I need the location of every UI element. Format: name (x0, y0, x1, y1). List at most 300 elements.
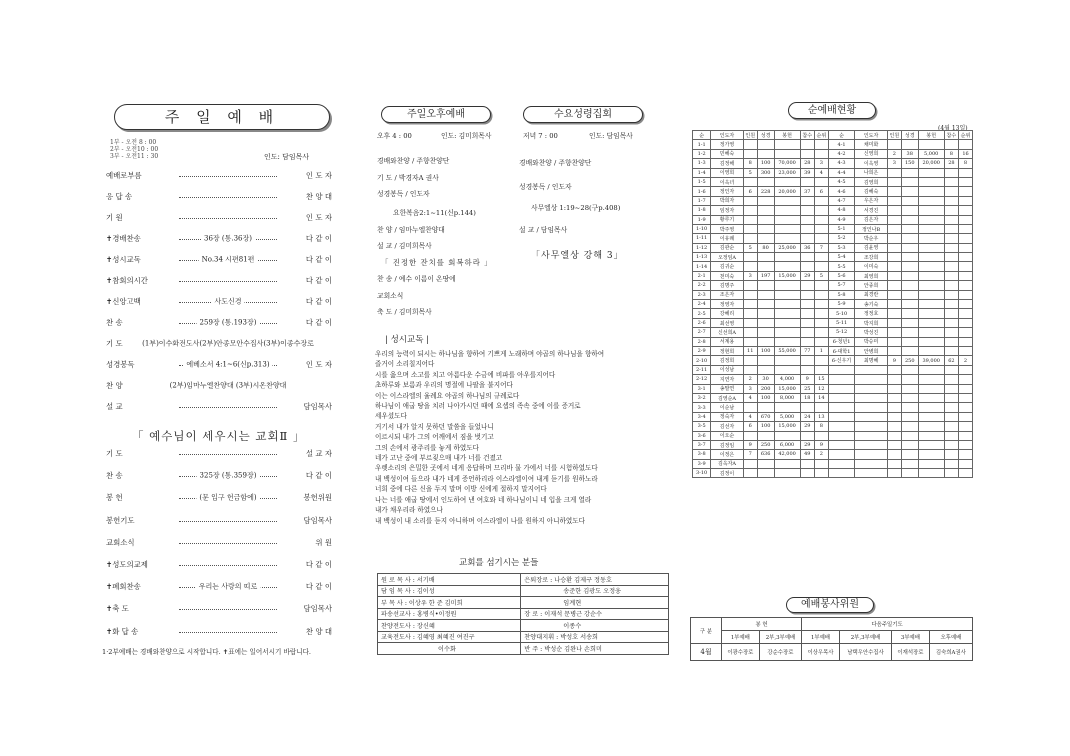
attendance-cell (887, 393, 901, 402)
staff-row (378, 643, 669, 655)
attendance-cell (901, 403, 918, 412)
afternoon-line: 기 도 / 박경자A 권사 (377, 174, 439, 182)
attendance-cell: 4 (743, 393, 757, 402)
attendance-cell (887, 281, 901, 290)
staff-cell: 은퇴장로 : 나승환 김제구 정동호 (521, 574, 669, 586)
attendance-cell: 14 (814, 393, 828, 402)
attendance-cell (959, 412, 973, 421)
attendance-cell (774, 318, 800, 327)
attendance-cell: 박성진 (855, 328, 888, 337)
attendance-row (693, 243, 973, 252)
attendance-cell: 3 (887, 159, 901, 168)
attendance-cell (828, 450, 855, 459)
attendance-cell (887, 262, 901, 271)
afternoon-line: 찬 양 / 임마누엘찬양대 (377, 226, 445, 234)
attendance-cell: 최경란 (855, 290, 888, 299)
staff-cell: 부 목 사 : 이상우 한 준 김미희 (378, 597, 521, 609)
attendance-cell (959, 431, 973, 440)
attendance-cell (887, 290, 901, 299)
leader-dots (179, 543, 277, 544)
staff-row (378, 620, 669, 632)
svc-val-6: 김숙희A권사 (929, 644, 972, 661)
attendance-cell (887, 384, 901, 393)
attendance-cell (901, 215, 918, 224)
svc-sub-5: 3부예배 (892, 631, 930, 644)
attendance-cell (959, 271, 973, 280)
reading-line: 이르시되 내가 그의 어깨에서 짐을 벗기고 (375, 433, 494, 442)
attendance-cell (918, 469, 944, 478)
attendance-cell (918, 290, 944, 299)
attendance-cell (800, 140, 814, 149)
leader-dots (179, 407, 277, 408)
attendance-cell (918, 431, 944, 440)
attendance-cell: 이순남 (711, 403, 744, 412)
attendance-cell (814, 469, 828, 478)
attendance-cell (918, 271, 944, 280)
attendance-cell (757, 469, 774, 478)
attendance-cell (901, 422, 918, 431)
attendance-cell (901, 206, 918, 215)
attendance-cell: 6,000 (774, 440, 800, 449)
attendance-cell: 8 (959, 159, 973, 168)
attendance-cell: 박지희 (855, 318, 888, 327)
attendance-cell (800, 403, 814, 412)
attendance-cell: 김윤영 (855, 243, 888, 252)
order-row (106, 317, 332, 328)
attendance-cell (944, 440, 958, 449)
order-row (106, 603, 332, 614)
attendance-cell: 20,000 (918, 159, 944, 168)
attendance-cell (944, 300, 958, 309)
attendance-cell (774, 431, 800, 440)
attendance-cell (757, 253, 774, 262)
attendance-cell (743, 206, 757, 215)
leader-dots (179, 234, 277, 243)
attendance-cell (743, 215, 757, 224)
attendance-cell (901, 309, 918, 318)
attendance-cell (959, 422, 973, 431)
attendance-cell: 신영희 (855, 149, 888, 158)
attendance-cell (887, 459, 901, 468)
attendance-cell (944, 309, 958, 318)
attendance-header-row (693, 131, 973, 140)
order-person: 다 같 이 (305, 471, 332, 481)
attendance-cell: 2-1 (693, 271, 711, 280)
attendance-header-cell: 참수 (800, 131, 814, 140)
attendance-cell: 1-4 (693, 168, 711, 177)
leader-dots (179, 609, 277, 610)
order-row (106, 492, 332, 503)
attendance-cell: 이정은 (711, 450, 744, 459)
attendance-cell (887, 337, 901, 346)
attendance-cell (944, 262, 958, 271)
attendance-cell: 2-11 (693, 365, 711, 374)
attendance-cell (828, 431, 855, 440)
attendance-cell (901, 346, 918, 355)
attendance-cell: 5-4 (828, 253, 855, 262)
attendance-cell: 8,000 (774, 393, 800, 402)
svc-val-3: 이상우목사 (802, 644, 840, 661)
attendance-cell (743, 469, 757, 478)
attendance-header-cell: 봉헌 (918, 131, 944, 140)
attendance-cell: 3-4 (693, 412, 711, 421)
attendance-cell (855, 469, 888, 478)
attendance-cell (901, 469, 918, 478)
attendance-cell (959, 337, 973, 346)
attendance-cell (918, 422, 944, 431)
attendance-cell (918, 328, 944, 337)
order-detail: No.34 시편81편 (199, 255, 258, 265)
attendance-cell: 3-1 (693, 384, 711, 393)
order-label: 설 교 (106, 402, 123, 411)
attendance-cell: 조강희 (855, 253, 888, 262)
svc-val-1: 이광수장로 (722, 644, 760, 661)
attendance-cell: 29 (800, 440, 814, 449)
attendance-cell: 37 (800, 187, 814, 196)
leader-dots (179, 360, 277, 369)
attendance-cell: 박순우 (855, 234, 888, 243)
attendance-cell: 정인자 (711, 187, 744, 196)
attendance-cell: 636 (757, 450, 774, 459)
attendance-cell (774, 234, 800, 243)
attendance-cell (774, 300, 800, 309)
attendance-cell: 박주영 (711, 224, 744, 233)
order-label: ✝신앙고백 (106, 297, 141, 306)
time-1: 1부 - 오전 8 : 00 (110, 139, 157, 146)
leader-dots (179, 582, 277, 591)
attendance-cell: 나희은 (855, 168, 888, 177)
leader-dots (179, 454, 277, 455)
staff-cell: 반 주 : 박성순 김완나 손희미 (521, 643, 669, 655)
attendance-cell: 김관순 (711, 243, 744, 252)
attendance-cell: 1-12 (693, 243, 711, 252)
attendance-cell (959, 440, 973, 449)
attendance-cell (944, 140, 958, 149)
attendance-cell (918, 403, 944, 412)
attendance-cell (887, 215, 901, 224)
staff-row (378, 608, 669, 620)
attendance-cell (814, 300, 828, 309)
attendance-cell: 30 (757, 375, 774, 384)
attendance-cell: 2 (887, 149, 901, 158)
attendance-row (693, 300, 973, 309)
attendance-header-cell: 인도자 (855, 131, 888, 140)
attendance-cell: 김정이 (711, 469, 744, 478)
order-label: 성경봉독 (106, 360, 135, 369)
attendance-cell: 12 (814, 384, 828, 393)
attendance-cell: 3-6 (693, 431, 711, 440)
attendance-cell: 2-7 (693, 328, 711, 337)
attendance-cell (901, 281, 918, 290)
attendance-cell (757, 431, 774, 440)
attendance-cell (800, 328, 814, 337)
attendance-cell (814, 224, 828, 233)
order-detail: 36장 (통.36장) (201, 234, 255, 244)
order-label: 기 도 (106, 339, 123, 348)
attendance-cell (814, 140, 828, 149)
wednesday-time: 저녁 7 : 00 (523, 132, 558, 140)
attendance-cell: 4 (814, 168, 828, 177)
attendance-cell: 1-6 (693, 187, 711, 196)
attendance-cell: 5-1 (828, 224, 855, 233)
attendance-cell: 20,000 (774, 187, 800, 196)
attendance-cell (814, 290, 828, 299)
attendance-row (693, 206, 973, 215)
attendance-cell: 2-9 (693, 346, 711, 355)
attendance-cell: 서경진 (855, 206, 888, 215)
attendance-cell (918, 224, 944, 233)
attendance-cell: 최선영 (711, 318, 744, 327)
attendance-cell (944, 412, 958, 421)
svc-sub-4: 2부,3부예배 (839, 631, 891, 644)
attendance-cell: 2-12 (693, 375, 711, 384)
order-label: 봉 헌 (106, 493, 123, 503)
attendance-cell (959, 215, 973, 224)
attendance-cell: 25 (800, 384, 814, 393)
attendance-cell: 6 (814, 187, 828, 196)
order-person: 다 같 이 (305, 582, 332, 592)
staff-cell: 이수화 (378, 643, 521, 655)
attendance-cell (855, 375, 888, 384)
attendance-cell (800, 469, 814, 478)
staff-cell: 임계현 (521, 597, 669, 609)
attendance-cell (814, 206, 828, 215)
attendance-cell: 이유례 (711, 234, 744, 243)
attendance-cell (887, 412, 901, 421)
attendance-cell: 29 (800, 422, 814, 431)
order-person: 찬 양 대 (305, 626, 332, 636)
attendance-cell (918, 215, 944, 224)
attendance-cell: 이옥녀 (711, 177, 744, 186)
attendance-cell (944, 271, 958, 280)
attendance-cell (774, 290, 800, 299)
attendance-cell (918, 384, 944, 393)
staff-row (378, 585, 669, 597)
staff-cell: 교육전도사 : 김혜영 최혜진 여진구 (378, 631, 521, 643)
attendance-row (693, 187, 973, 196)
attendance-cell (959, 469, 973, 478)
attendance-cell: 4-1 (828, 140, 855, 149)
attendance-cell: 9 (800, 375, 814, 384)
service-volunteers-table (690, 617, 973, 661)
attendance-cell: 6-대학1 (828, 346, 855, 355)
attendance-cell (944, 328, 958, 337)
attendance-cell: 5 (743, 243, 757, 252)
staff-cell: 이종수 (521, 620, 669, 632)
attendance-cell (774, 140, 800, 149)
attendance-cell: 11 (743, 346, 757, 355)
attendance-cell (800, 234, 814, 243)
attendance-row (693, 469, 973, 478)
attendance-cell (800, 196, 814, 205)
order-label: 기 원 (106, 213, 123, 222)
attendance-cell (918, 187, 944, 196)
attendance-cell (828, 365, 855, 374)
attendance-cell: 23,000 (774, 168, 800, 177)
attendance-cell: 228 (757, 187, 774, 196)
leader-dots (179, 176, 277, 177)
leader-dots (179, 493, 277, 502)
attendance-cell (828, 384, 855, 393)
attendance-row (693, 271, 973, 280)
sermon-title: 「 예수님이 세우시는 교회Ⅱ 」 (132, 429, 306, 443)
attendance-cell: 36 (800, 243, 814, 252)
attendance-cell (814, 196, 828, 205)
attendance-cell (944, 168, 958, 177)
attendance-cell: 5,000 (918, 149, 944, 158)
staff-cell: 찬양대지휘 : 박성호 서송희 (521, 631, 669, 643)
attendance-row (693, 384, 973, 393)
attendance-cell: 2-6 (693, 318, 711, 327)
attendance-cell (757, 300, 774, 309)
reading-line: 네가 고난 중에 부르짖으매 내가 너를 건졌고 (375, 454, 503, 463)
attendance-cell (918, 318, 944, 327)
leader-dots (179, 255, 277, 264)
wednesday-service-title: 수요성령집회 (523, 106, 643, 123)
leader-dots (179, 318, 277, 327)
attendance-cell: 250 (757, 440, 774, 449)
attendance-cell: 38 (901, 149, 918, 158)
attendance-cell (944, 177, 958, 186)
attendance-cell (855, 440, 888, 449)
attendance-cell (887, 328, 901, 337)
attendance-cell: 13 (814, 412, 828, 421)
attendance-header-cell: 참수 (944, 131, 958, 140)
attendance-cell: 8 (743, 159, 757, 168)
attendance-cell: 18 (800, 393, 814, 402)
attendance-cell (828, 469, 855, 478)
attendance-cell (918, 393, 944, 402)
order-label: ✝폐회찬송 (106, 582, 141, 592)
attendance-header-cell: 순위 (959, 131, 973, 140)
attendance-cell: 8 (814, 422, 828, 431)
order-person: 다 같 이 (305, 318, 332, 327)
attendance-cell (887, 206, 901, 215)
attendance-cell (959, 309, 973, 318)
attendance-cell (887, 346, 901, 355)
attendance-cell (855, 450, 888, 459)
svc-sub-6: 오후예배 (929, 631, 972, 644)
attendance-row (693, 431, 973, 440)
attendance-cell: 정영자 (711, 300, 744, 309)
reading-line: 거기서 내가 알지 못하던 말씀을 들었나니 (375, 422, 494, 431)
attendance-cell (757, 177, 774, 186)
attendance-cell (959, 140, 973, 149)
attendance-cell: 4-5 (828, 177, 855, 186)
attendance-row (693, 140, 973, 149)
attendance-row (693, 215, 973, 224)
attendance-cell (944, 196, 958, 205)
attendance-cell: 오정임A (711, 253, 744, 262)
attendance-cell (901, 290, 918, 299)
attendance-cell (944, 281, 958, 290)
attendance-cell: 4-6 (828, 187, 855, 196)
attendance-cell (959, 234, 973, 243)
attendance-cell: 5-5 (828, 262, 855, 271)
attendance-cell: 2 (743, 375, 757, 384)
standing-note: 1·2부예배는 경배와찬양으로 시작합니다. ✝표에는 일어서시기 바랍니다. (102, 648, 312, 656)
staff-cell: 담 임 목 사 : 김이성 (378, 585, 521, 597)
attendance-cell: 150 (901, 159, 918, 168)
attendance-row (693, 309, 973, 318)
attendance-cell: 3 (743, 384, 757, 393)
attendance-cell: 6 (743, 422, 757, 431)
order-detail: 259장 (통.193장) (197, 318, 260, 328)
attendance-cell (743, 149, 757, 158)
time-2: 2부 - 오전10 : 00 (110, 146, 159, 153)
attendance-cell (814, 337, 828, 346)
staff-cell: 장 로 : 이재석 문병근 강순수 (521, 608, 669, 620)
attendance-cell (918, 140, 944, 149)
attendance-cell: 6-신우기 (828, 356, 855, 365)
attendance-cell: 지연자 (711, 375, 744, 384)
attendance-cell (743, 281, 757, 290)
attendance-cell: 천미숙 (711, 271, 744, 280)
attendance-cell (901, 262, 918, 271)
attendance-cell (959, 393, 973, 402)
attendance-cell: 3-2 (693, 393, 711, 402)
reading-line: 우리의 능력이 되시는 하나님을 향하여 기쁘게 노래하며 야곱의 하나님을 향하여 (375, 350, 605, 358)
attendance-cell (887, 177, 901, 186)
order-person: 다 같 이 (305, 297, 332, 306)
attendance-cell (901, 196, 918, 205)
attendance-cell: 1-8 (693, 206, 711, 215)
attendance-cell (814, 234, 828, 243)
order-person: 담임목사 (303, 604, 332, 614)
attendance-cell: 70,000 (774, 159, 800, 168)
attendance-cell (944, 290, 958, 299)
attendance-cell: 4-4 (828, 168, 855, 177)
attendance-cell: 55,000 (774, 346, 800, 355)
attendance-cell (855, 403, 888, 412)
attendance-cell (757, 281, 774, 290)
staff-cell: 송준한 김광도 오정웅 (521, 585, 669, 597)
reading-line: 내가 채우리라 하였으나 (375, 506, 443, 515)
order-person: 담임목사 (303, 402, 332, 411)
attendance-cell (757, 140, 774, 149)
attendance-cell (901, 328, 918, 337)
attendance-cell: 이오순 (711, 431, 744, 440)
attendance-cell: 김혜숙 (855, 187, 888, 196)
attendance-cell (774, 328, 800, 337)
attendance-cell (800, 365, 814, 374)
attendance-cell (944, 224, 958, 233)
order-label: ✝경배찬송 (106, 234, 141, 243)
attendance-cell (887, 440, 901, 449)
order-person: 담임목사 (303, 515, 332, 525)
order-row (106, 359, 332, 370)
leader-dots (179, 632, 277, 633)
attendance-cell (800, 356, 814, 365)
attendance-cell (944, 469, 958, 478)
afternoon-service-title: 주일오후예배 (381, 106, 491, 123)
attendance-cell: 42,000 (774, 450, 800, 459)
attendance-cell: 황루기 (711, 215, 744, 224)
attendance-header-cell: 인원 (743, 131, 757, 140)
attendance-cell: 정현희 (711, 346, 744, 355)
attendance-cell (743, 431, 757, 440)
attendance-cell (959, 328, 973, 337)
attendance-cell (828, 422, 855, 431)
attendance-cell (774, 309, 800, 318)
attendance-cell (814, 328, 828, 337)
attendance-cell (855, 422, 888, 431)
attendance-cell: 5-10 (828, 309, 855, 318)
attendance-cell: 197 (757, 271, 774, 280)
attendance-cell (814, 318, 828, 327)
order-row (106, 448, 332, 459)
attendance-cell: 송기숙 (855, 300, 888, 309)
